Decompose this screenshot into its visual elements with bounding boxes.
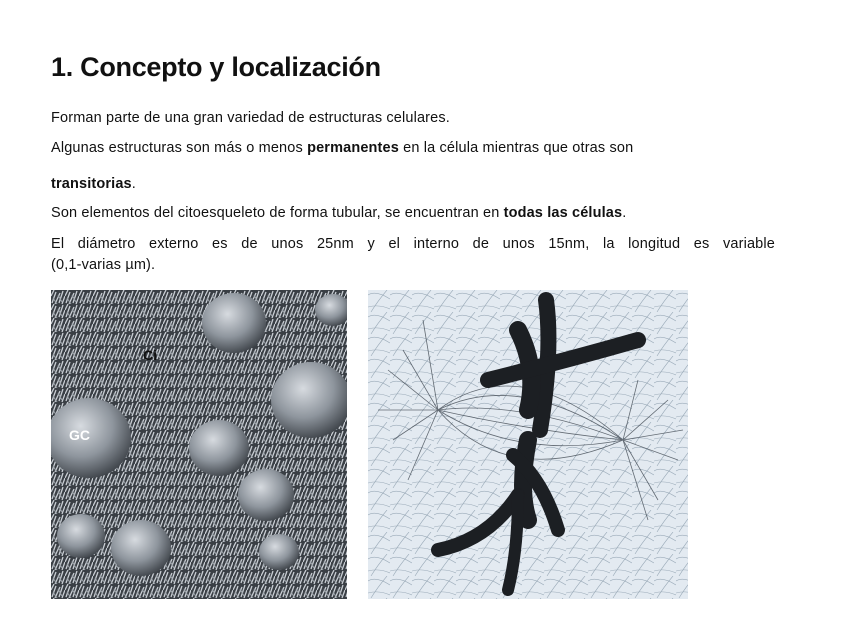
paragraph-1: Forman parte de una gran variedad de estructuras celulares.	[51, 110, 450, 126]
paragraph-4-text: Son elementos del citoesqueleto de forma tubular, se encuentran en	[51, 205, 504, 221]
label-ci: Ci	[143, 347, 157, 363]
paragraph-2-bold: permanentes	[307, 140, 399, 156]
paragraph-4	[51, 203, 775, 223]
paragraph-3	[51, 174, 775, 194]
paragraph-4-bold: todas las células	[503, 205, 623, 221]
slide-title: 1. Concepto y localización	[51, 52, 381, 82]
cilia-micrograph-image	[51, 290, 347, 599]
paragraph-3-bold: transitorias	[51, 176, 132, 192]
paragraph-2-text-end: en la célula mientras que otras son	[398, 140, 634, 156]
paragraph-3-text-end: .	[131, 176, 136, 192]
paragraph-4-text-end: .	[622, 205, 627, 221]
mitotic-spindle-micrograph-image	[368, 290, 688, 599]
paragraph-5-line-1: El diámetro externo es de unos 25nm y el interno de unos 15nm, la longitud es variable	[51, 236, 775, 252]
paragraph-5-line-2: (0,1-varias µm).	[51, 257, 156, 273]
paragraph-2-text: Algunas estructuras son más o menos	[51, 140, 308, 156]
paragraph-2	[51, 138, 775, 158]
label-gc: GC	[69, 427, 90, 443]
spindle-micrograph-svg	[368, 290, 688, 599]
cilia-micrograph-svg	[51, 290, 347, 599]
